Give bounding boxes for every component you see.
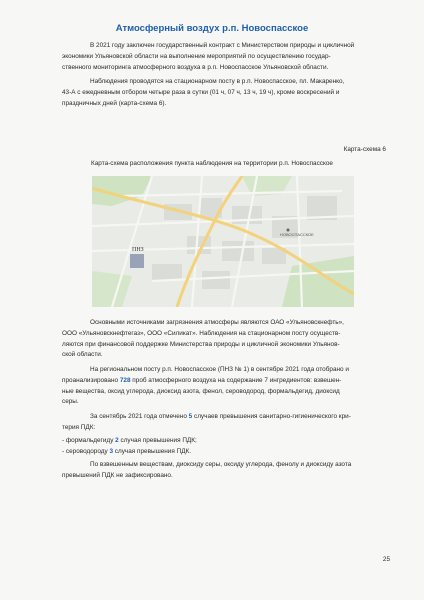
text-span: - сероводороду [62,448,110,455]
text-line-span: Основными источниками загрязнения атмосферы являются ОАО «Ульяновскнефть», [90,319,344,326]
town-label: НОВОСПАССКОЕ [280,232,314,237]
text-line [62,318,384,329]
text-line [62,365,384,376]
text-line: 43-А с ежедневным отбором четыре раза в сутки (01 ч, 07 ч, 13 ч, 19 ч), кроме воскресений и [62,88,340,96]
exceedance-count: 3 [109,448,114,455]
cases-count: 5 [188,413,193,420]
paragraph-no-exceedances [62,460,384,482]
text-line: ственного мониторинга атмосферного воздуха в р.п. Новоспасское Ульяновской области. [62,63,329,71]
map-title-caption: Карта-схема расположения пункта наблюдения на территории р.п. Новоспасское [91,160,333,167]
observation-post-marker [130,254,144,268]
text-line-span: Наблюдения проводятся на стационарном посту в р.п. Новоспасское, пл. Макаренко, [90,78,345,85]
post-label: ПНЗ [132,247,144,253]
paragraph-contract [62,41,384,73]
text-line: ООО «Ульяновскнефтегаз», ООО «Силикат». Наблюдения на стационарном посту осуществ- [62,329,341,337]
text-line: превышений ПДК не зафиксировано. [62,471,173,479]
text-line: праздничных дней (карта-схема 6). [62,99,167,107]
text-line: серы. [62,398,79,406]
text-span: - формальдегиду [62,437,116,444]
paragraph-observations [62,77,384,109]
text-line-span: По взвешенным веществам, диоксиду серы, оксиду углерода, фенолу и диоксиду азота [90,461,352,468]
text-line: экономики Ульяновской области на выполнение мероприятий по осуществлению государ- [62,52,331,60]
text-line-span: В 2021 году заключен государственный контракт с Министерством природы и цикличной [90,42,355,49]
page-number: 25 [382,556,390,563]
text-line-span: На региональном посту р.п. Новоспасское (ПНЗ № 1) в сентябре 2021 года отобрано и [90,366,349,373]
text-span: случая превышения ПДК; [118,437,197,444]
text-line [62,412,384,423]
map-graphic [92,176,354,307]
list-item [62,436,197,447]
building-block [202,271,230,289]
samples-count: 728 [119,376,131,384]
text-span: проанализировано [62,376,120,384]
text-span: случая превышения ПДК. [113,448,192,455]
text-line: ляются при финансовой поддержке Министерства природы и цикличной экономики Ульянов- [62,340,340,348]
text-line [62,376,384,387]
text-line: ской области. [62,351,103,359]
paragraph-exceedances [62,412,384,434]
text-line [62,77,384,88]
text-line [62,41,384,52]
building-block [152,264,182,280]
paragraph-sources [62,318,384,361]
text-line: терия ПДК: [62,423,96,431]
town-marker [287,229,290,232]
map-number-caption: Карта-схема 6 [343,146,386,153]
text-span: проб атмосферного воздуха на содержание 7 ингредиентов: взвешен- [130,376,342,384]
text-line [62,460,384,471]
text-span: случаев превышения санитарно-гигиенического кри- [192,413,351,420]
text-span: За сентябрь 2021 года отмечено [90,413,189,420]
page-title: Атмосферный воздух р.п. Новоспасское [115,23,309,34]
text-line: ные вещества, оксид углерода, диоксид азота, фенол, сероводород, формальдегид, диоксид [62,387,340,395]
list-item [62,447,191,458]
exceedance-count: 2 [115,437,119,444]
building-block [222,241,254,261]
paragraph-samples [62,365,384,408]
location-map [92,176,354,307]
